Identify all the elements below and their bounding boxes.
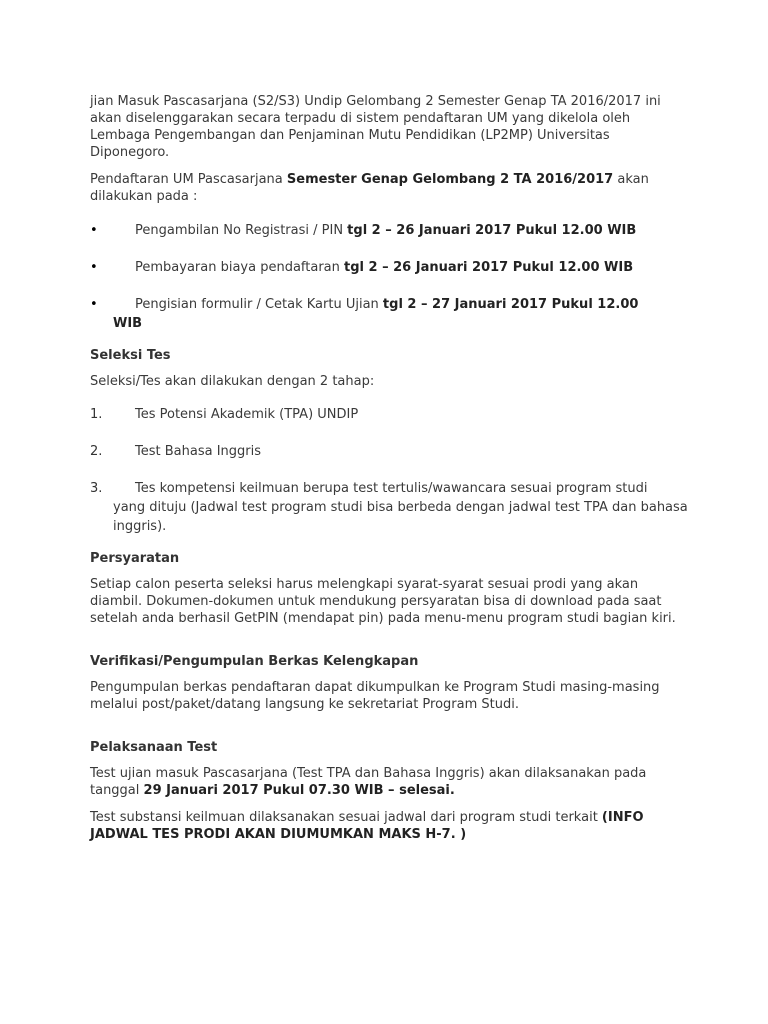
registration-suffix: akan dilakukan pada : (90, 172, 649, 204)
pelaksanaan-text-1: Test ujian masuk Pascasarjana (Test TPA dan Bahasa Inggris) akan dilaksanakan pada tanggal (90, 766, 647, 798)
list-item-text: Pengisian formulir / Cetak Kartu Ujian (135, 297, 383, 312)
list-item (90, 295, 690, 333)
section-heading-verifikasi: Verifikasi/Pengumpulan Berkas Kelengkapan (90, 654, 419, 669)
verifikasi-paragraph: Pengumpulan berkas pendaftaran dapat dikumpulkan ke Program Studi masing-masing melalui post/paket/datang langsung ke sekretariat Program Studi. (90, 680, 660, 712)
list-item-text: Pengambilan No Registrasi / PIN (135, 223, 348, 238)
list-item-date: tgl 2 – 26 Januari 2017 Pukul 12.00 WIB (347, 223, 637, 238)
bullet-icon: • (90, 297, 98, 312)
list-item-text: Pembayaran biaya pendaftaran (135, 260, 345, 275)
pelaksanaan-paragraph-2 (90, 809, 690, 843)
list-item-text: Tes kompetensi keilmuan berupa test tertulis/wawancara sesuai program studi (135, 481, 648, 496)
list-item (90, 221, 690, 240)
bullet-icon: • (90, 260, 98, 275)
registration-schedule-list (90, 221, 690, 333)
list-item-text: Tes Potensi Akademik (TPA) UNDIP (135, 407, 359, 422)
registration-period: Semester Genap Gelombang 2 TA 2016/2017 (286, 172, 614, 187)
list-item (90, 479, 690, 536)
list-item-date: tgl 2 – 27 Januari 2017 Pukul 12.00 (382, 297, 639, 312)
list-number: 2. (90, 444, 103, 459)
list-number: 1. (90, 407, 103, 422)
list-item-date: tgl 2 – 26 Januari 2017 Pukul 12.00 WIB (344, 260, 634, 275)
list-item (90, 405, 690, 424)
bullet-icon: • (90, 223, 98, 238)
list-item-text-continued: yang dituju (Jadwal test program studi bisa berbeda dengan jadwal test TPA dan bahasa inggris). (113, 500, 688, 534)
intro-paragraph: jian Masuk Pascasarjana (S2/S3) Undip Gelombang 2 Semester Genap TA 2016/2017 ini akan diselenggarakan secara terpadu di sistem pendaftaran UM yang dikelola oleh Lembaga Pengembangan dan Penjaminan Mutu Pendidikan (LP2MP) Universitas Diponegoro. (90, 94, 661, 160)
section-heading-seleksi: Seleksi Tes (90, 348, 171, 363)
pelaksanaan-text-2: Test substansi keilmuan dilaksanakan sesuai jadwal dari program studi terkait (90, 810, 602, 825)
list-item-text: Test Bahasa Inggris (135, 444, 262, 459)
pelaksanaan-date: 29 Januari 2017 Pukul 07.30 WIB – selesai. (143, 783, 455, 798)
persyaratan-paragraph: Setiap calon peserta seleksi harus melengkapi syarat-syarat sesuai prodi yang akan diambil. Dokumen-dokumen untuk mendukung persyaratan bisa di download pada saat setelah anda berhasil GetPIN (mendapat pin) pada menu-menu program studi bagian kiri. (90, 577, 676, 626)
seleksi-steps-list (90, 405, 690, 536)
registration-paragraph (90, 171, 690, 205)
list-item (90, 258, 690, 277)
list-item-date-continued: WIB (113, 316, 143, 331)
pelaksanaan-paragraph-1 (90, 765, 690, 799)
section-heading-pelaksanaan: Pelaksanaan Test (90, 740, 218, 755)
document-body (90, 93, 690, 853)
list-item (90, 442, 690, 461)
registration-prefix: Pendaftaran UM Pascasarjana (90, 172, 287, 187)
list-number: 3. (90, 481, 103, 496)
seleksi-intro: Seleksi/Tes akan dilakukan dengan 2 tahap: (90, 374, 375, 389)
section-heading-persyaratan: Persyaratan (90, 551, 180, 566)
pelaksanaan-info: (INFO JADWAL TES PRODI AKAN DIUMUMKAN MAKS H-7. ) (90, 810, 644, 842)
